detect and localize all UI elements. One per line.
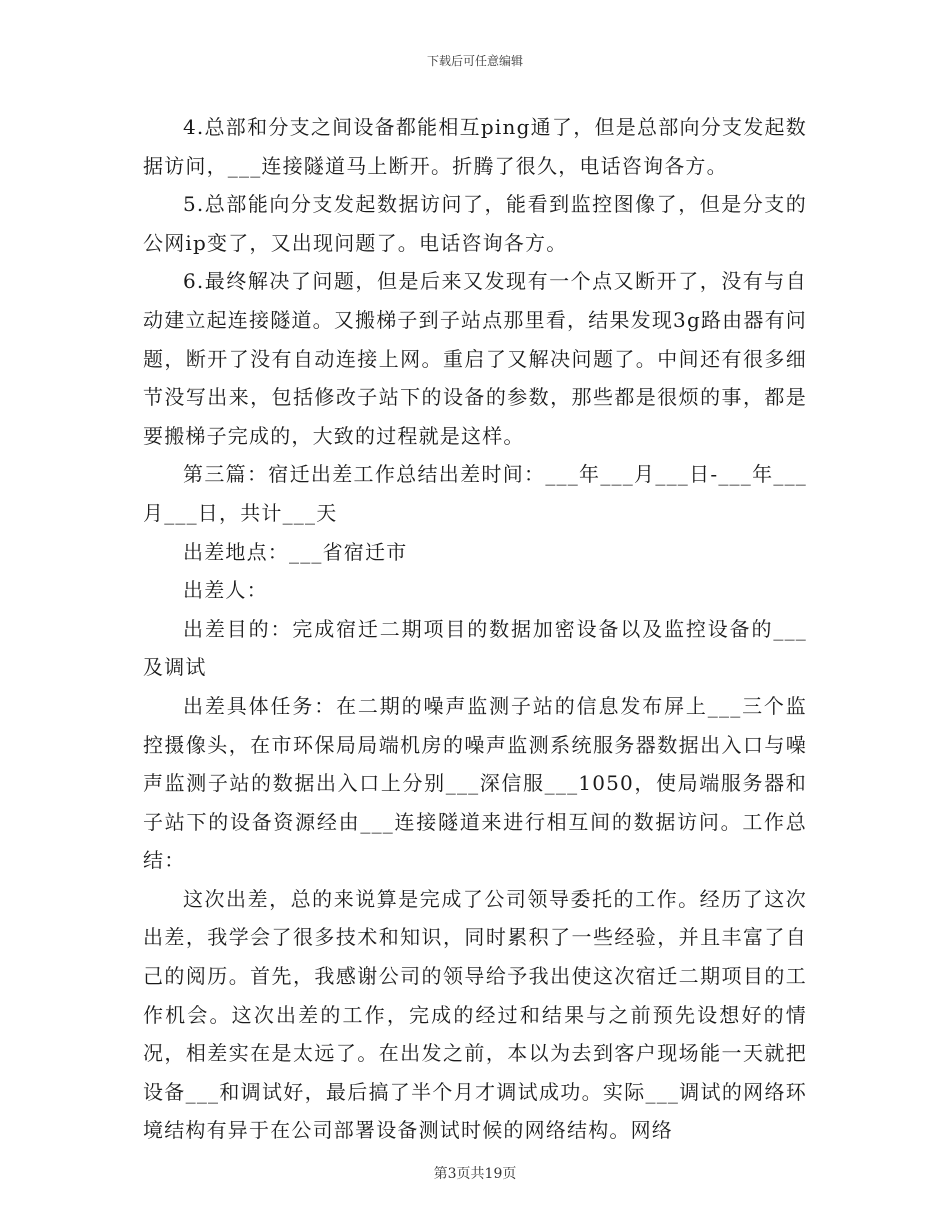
- paragraph-travel-time: 第三篇：宿迁出差工作总结出差时间：___年___月___日-___年___月___日，共计___天: [143, 462, 807, 525]
- paragraph-traveler: 出差人：: [183, 578, 268, 603]
- paragraph-travel-tasks: 出差具体任务：在二期的噪声监测子站的信息发布屏上___三个监控摄像头，在市环保局局端机房的噪声监测系统服务器数据出入口与噪声监测子站的数据出入口上分别___深信服___1050，使局端服务器和子站下的设备资源经由___连接隧道来进行相互间的数据访问。工作总结：: [143, 693, 807, 873]
- paragraph-travel-location: 出差地点：___省宿迁市: [183, 539, 408, 564]
- page-header: 下载后可任意编辑: [426, 54, 523, 68]
- document-body: [143, 108, 807, 1150]
- paragraph-step-5: 5.总部能向分支发起数据访问了，能看到监控图像了，但是分支的公网ip变了，又出现问题了。电话咨询各方。: [143, 192, 807, 255]
- paragraph-work-summary: 这次出差，总的来说算是完成了公司领导委托的工作。经历了这次出差，我学会了很多技术和知识，同时累积了一些经验，并且丰富了自己的阅历。首先，我感谢公司的领导给予我出使这次宿迁二期项目的工作机会。这次出差的工作，完成的经过和结果与之前预先设想好的情况，相差实在是太远了。在出发之前，本以为去到客户现场能一天就把设备___和调试好，最后搞了半个月才调试成功。实际___调试的网络环境结构有异于在公司部署设备测试时候的网络结构。网络: [143, 886, 807, 1143]
- paragraph-step-4: 4.总部和分支之间设备都能相互ping通了，但是总部向分支发起数据访问，___连接隧道马上断开。折腾了很久，电话咨询各方。: [143, 115, 807, 178]
- page-footer: 第3页共19页: [433, 1166, 517, 1182]
- paragraph-step-6: 6.最终解决了问题，但是后来又发现有一个点又断开了，没有与自动建立起连接隧道。又搬梯子到子站点那里看，结果发现3g路由器有问题，断开了没有自动连接上网。重启了又解决问题了。中间还有很多细节没写出来，包括修改子站下的设备的参数，那些都是很烦的事，都是要搬梯子完成的，大致的过程就是这样。: [143, 269, 807, 448]
- paragraph-travel-purpose: 出差目的：完成宿迁二期项目的数据加密设备以及监控设备的___及调试: [143, 616, 807, 680]
